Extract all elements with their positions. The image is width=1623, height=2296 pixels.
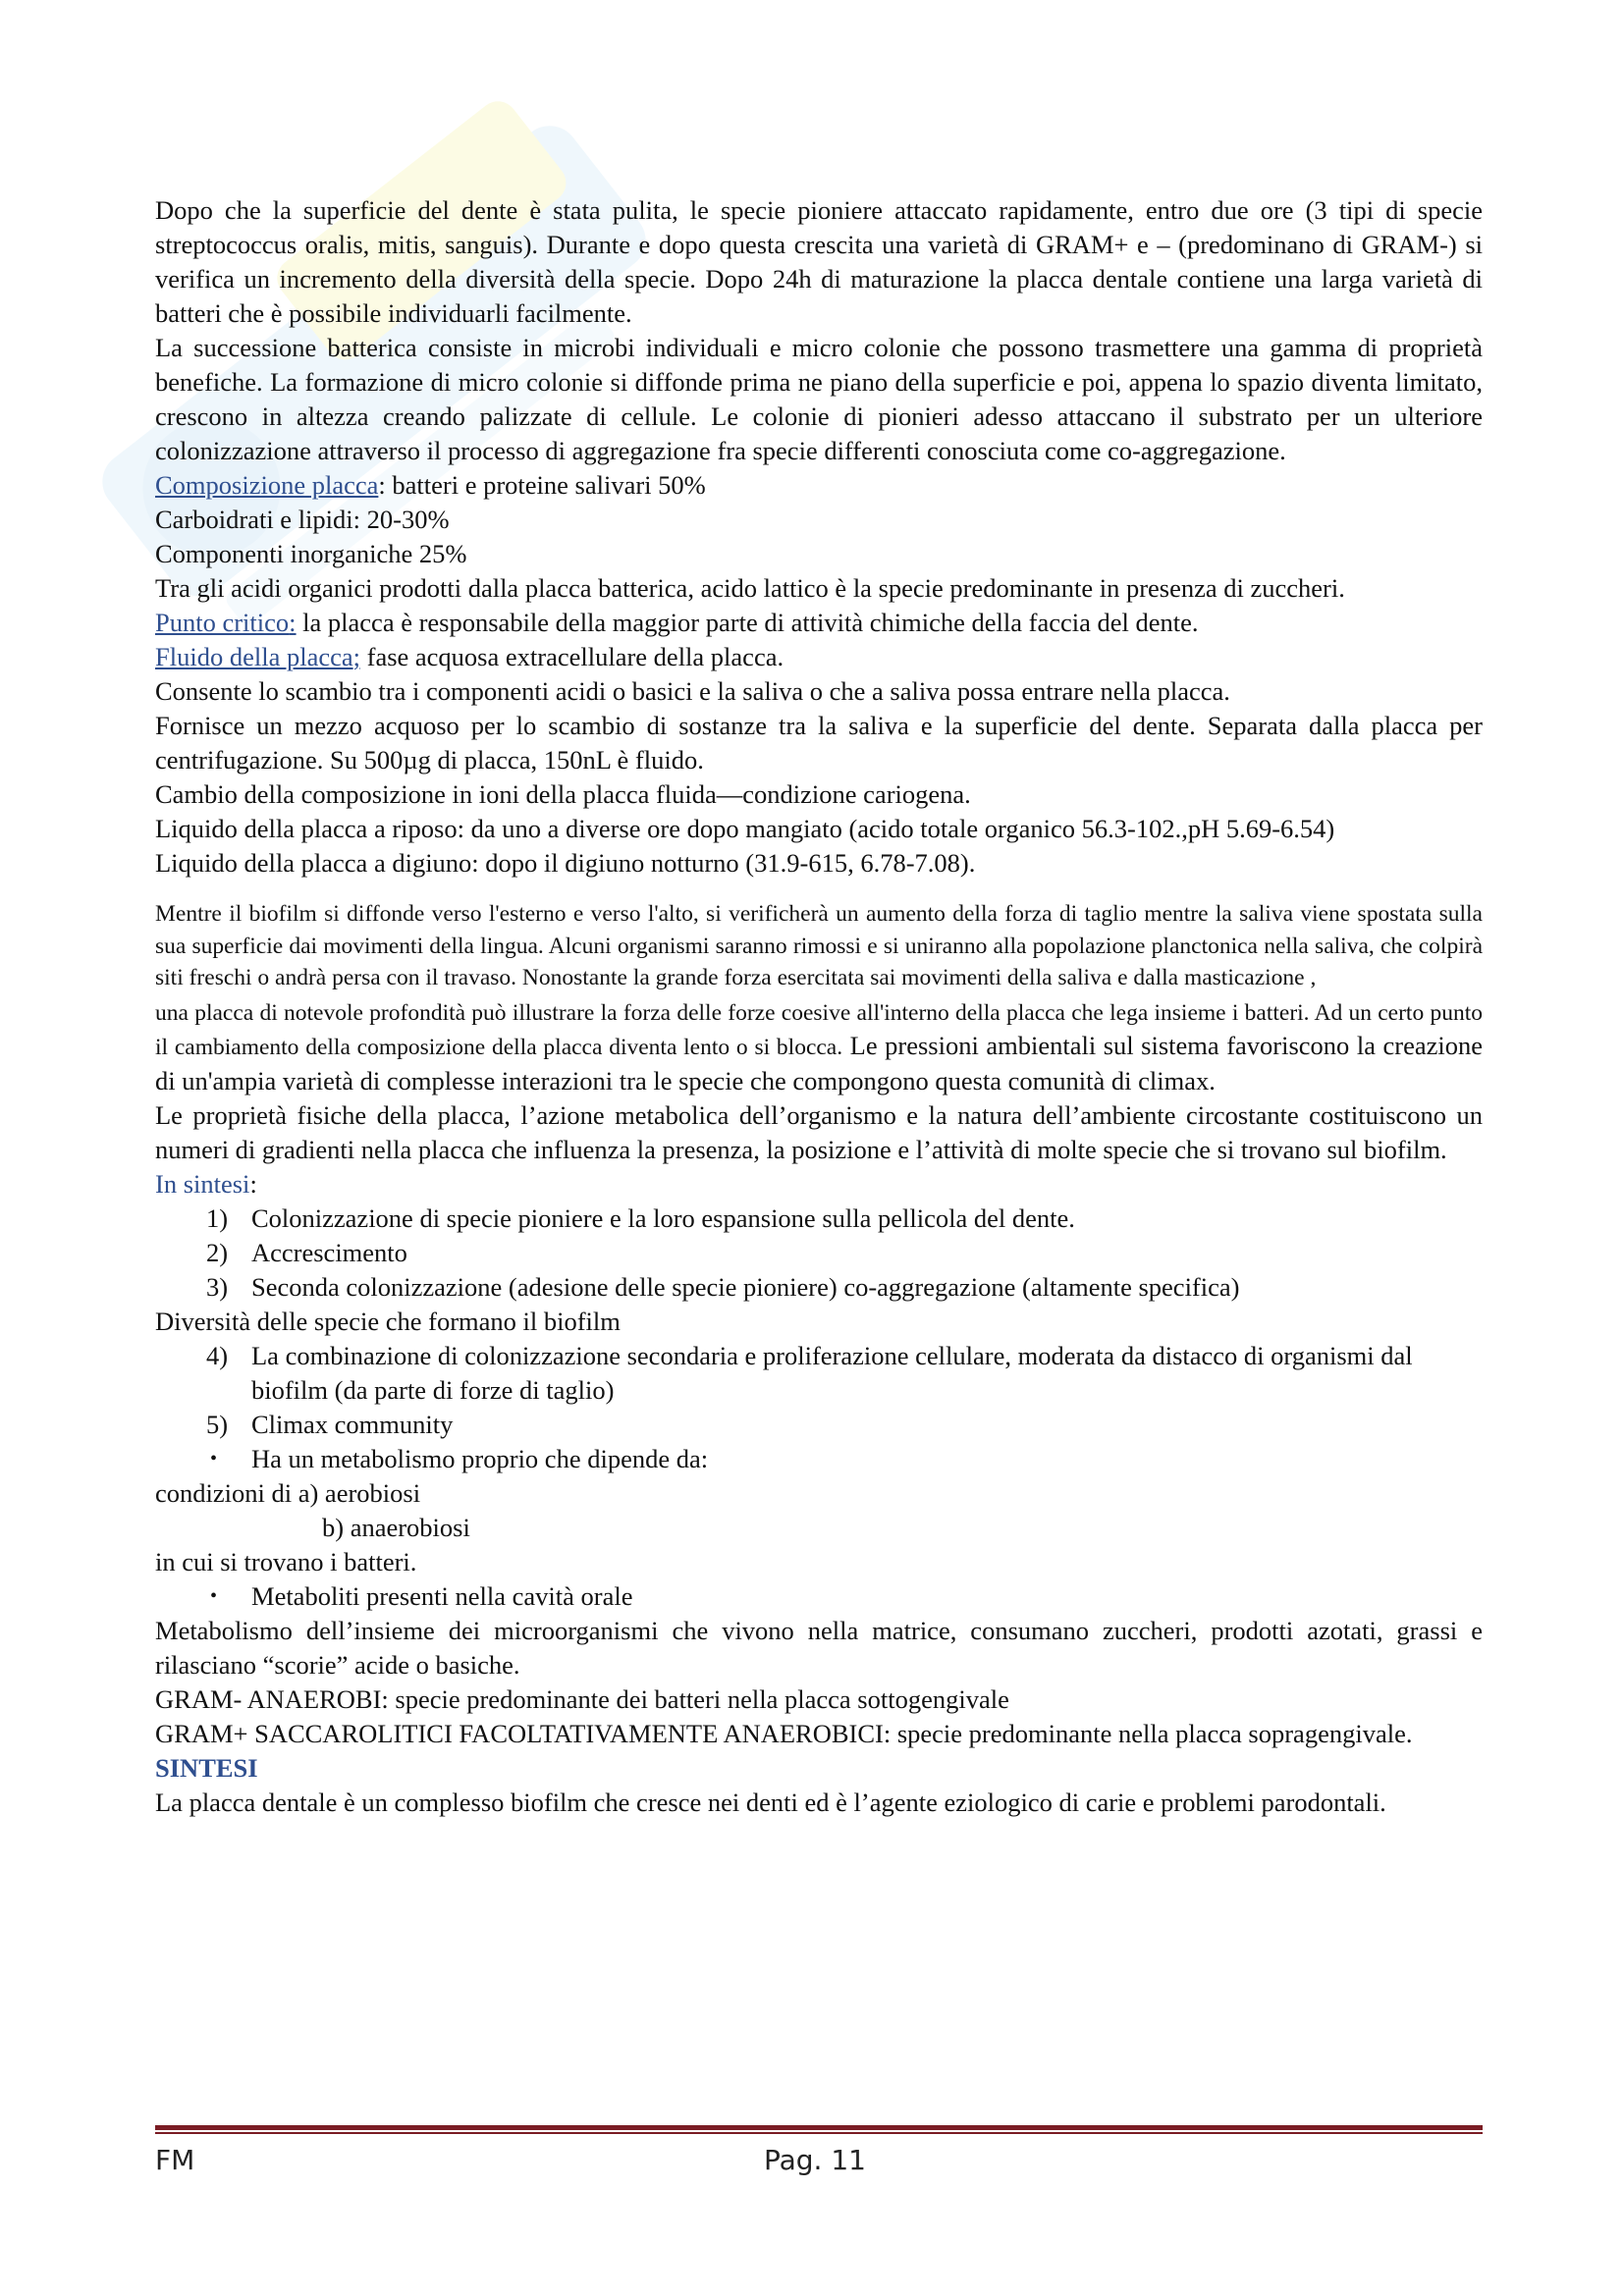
paragraph-successione: La successione batterica consiste in microbi individuali e micro colonie che possono trasmettere una gamma di proprietà benefiche. La formazione di micro colonie si diffonde prima ne piano della superficie e poi, appena lo spazio diventa limitato, crescono in altezza creando palizzate di cellule. Le colonie di pionieri adesso attaccano il substrato per un ulteriore colonizzazione attraverso il processo di aggregazione fra specie differenti conosciuta come co-aggregazione. — [155, 333, 1483, 465]
bullet-icon: • — [210, 1447, 218, 1469]
punto-critico-text: la placca è responsabile della maggior parte di attività chimiche della faccia del dente. — [296, 608, 1199, 637]
composizione-link[interactable]: Composizione placca — [155, 470, 379, 500]
list-item: 2) Accrescimento — [206, 1237, 407, 1267]
riposo-paragraph: Liquido della placca a riposo: da uno a diverse ore dopo mangiato (acido totale organico 56.3-102.,pH 5.69-6.54) — [155, 814, 1335, 843]
list-item: 3) Seconda colonizzazione (adesione delle specie pioniere) co-aggregazione (altamente specifica) — [206, 1271, 1240, 1302]
biofilm-paragraph-1: Mentre il biofilm si diffonde verso l'esterno e verso l'alto, si verificherà un aumento della forza di taglio mentre la saliva viene spostata sulla sua superficie dai movimenti della lingua. Alcuni organismi saranno rimossi e si uniranno alla popolazione planctonica nella saliva, che colpirà siti freschi o andrà persa con il travaso. Nonostante la grande forza esercitata sai movimenti della saliva e dalla masticazione , — [155, 901, 1483, 990]
in-cui-line: in cui si trovano i batteri. — [155, 1546, 417, 1576]
page-number: Pag. 11 — [764, 2144, 866, 2176]
footer-rule-thick — [155, 2125, 1483, 2130]
document-body — [155, 193, 1483, 1820]
sintesi-paragraph: La placca dentale è un complesso biofilm che cresce nei denti ed è l’agente eziologico di carie e problemi parodontali. — [155, 1787, 1386, 1817]
carboidrati-line: Carboidrati e lipidi: 20-30% — [155, 505, 450, 534]
in-sintesi-line: In sintesi: — [155, 1168, 257, 1199]
list-item: 5) Climax community — [206, 1409, 454, 1439]
footer-author: FM — [155, 2144, 195, 2176]
gram-positive-paragraph: GRAM+ SACCAROLITICI FACOLTATIVAMENTE ANAEROBICI: specie predominante nella placca sopragengivale. — [155, 1718, 1413, 1748]
fluido-line — [155, 640, 1483, 674]
page-footer — [155, 2144, 1483, 2183]
componenti-line: Componenti inorganiche 25% — [155, 539, 467, 568]
punto-critico-link[interactable]: Punto critico: — [155, 608, 297, 637]
bullet-item: • Ha un metabolismo proprio che dipende da: — [155, 1442, 1483, 1476]
biofilm-paragraph-2: una placca di notevole profondità può illustrare la forza delle forze coesive all'interno della placca che lega insieme i batteri. Ad un certo punto il cambiamento della composizione della placca diventa lento o si blocca. Le pressioni ambientali sul sistema favoriscono la creazione di un'ampia varietà di complesse interazioni tra le specie che compongono questa comunità di climax. — [155, 999, 1483, 1095]
mezzo-acquoso-paragraph: Fornisce un mezzo acquoso per lo scambio di sostanze tra la saliva e la superficie del dente. Separata dalla placca per centrifugazione. Su 500µg di placca, 150nL è fluido. — [155, 711, 1483, 774]
diversita-line: Diversità delle specie che formano il biofilm — [155, 1306, 621, 1336]
footer-rule-thin — [155, 2132, 1483, 2134]
punto-critico-line — [155, 606, 1483, 640]
cambio-line: Cambio della composizione in ioni della placca fluida—condizione cariogena. — [155, 779, 971, 809]
digiuno-line: Liquido della placca a digiuno: dopo il digiuno notturno (31.9-615, 6.78-7.08). — [155, 848, 976, 878]
anaerobiosi-line: b) anaerobiosi — [322, 1512, 470, 1542]
proprieta-paragraph: Le proprietà fisiche della placca, l’azione metabolica dell’organismo e la natura dell’ambiente circostante costituiscono un numeri di gradienti nella placca che influenza la presenza, la posizione e l’attività di molte specie che si trovano sul biofilm. — [155, 1099, 1483, 1164]
sintesi-heading: SINTESI — [155, 1752, 258, 1783]
list-item: 4) La combinazione di colonizzazione secondaria e proliferazione cellulare, moderata da distacco di organismi dal biofilm (da parte di forze di taglio) — [206, 1340, 1413, 1405]
fluido-text: fase acquosa extracellulare della placca. — [360, 642, 784, 671]
condizioni-line: condizioni di a) aerobiosi — [155, 1477, 421, 1508]
gram-negative-line: GRAM- ANAEROBI: specie predominante dei batteri nella placca sottogengivale — [155, 1683, 1009, 1714]
composizione-line — [155, 468, 1483, 503]
composizione-text: : batteri e proteine salivari 50% — [378, 470, 706, 500]
paragraph-pioniere: Dopo che la superficie del dente è stata pulita, le specie pioniere attaccato rapidamente, entro due ore (3 tipi di specie streptococcus oralis, mitis, sanguis). Durante e dopo questa crescita una varietà di GRAM+ e – (predominano di GRAM-) si verifica un incremento della diversità della specie. Dopo 24h di maturazione la placca dentale contiene una larga varietà di batteri che è possibile individuarli facilmente. — [155, 195, 1483, 328]
bullet-icon: • — [210, 1584, 218, 1607]
in-sintesi-label: In sintesi — [155, 1168, 250, 1199]
acidi-paragraph: Tra gli acidi organici prodotti dalla placca batterica, acido lattico è la specie predominante in presenza di zuccheri. — [155, 573, 1345, 603]
fluido-link[interactable]: Fluido della placca; — [155, 642, 360, 671]
metabolismo-paragraph: Metabolismo dell’insieme dei microorganismi che vivono nella matrice, consumano zuccheri, prodotti azotati, grassi e rilasciano “scorie” acide o basiche. — [155, 1615, 1483, 1680]
list-item: 1) Colonizzazione di specie pioniere e la loro espansione sulla pellicola del dente. — [206, 1202, 1075, 1233]
bullet-item: • Metaboliti presenti nella cavità orale — [155, 1579, 1483, 1614]
scambio-line: Consente lo scambio tra i componenti acidi o basici e la saliva o che a saliva possa entrare nella placca. — [155, 676, 1230, 706]
